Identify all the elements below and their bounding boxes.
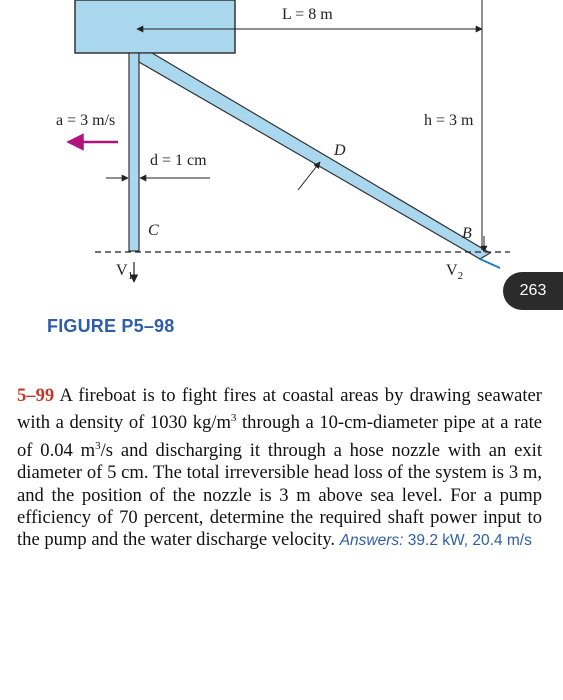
diameter-label: d = 1 cm [150, 152, 207, 169]
answers-label: Answers: [339, 532, 404, 550]
height-label: h = 3 m [424, 112, 474, 129]
figure-p5-98 [0, 0, 563, 345]
page-number-badge: 263 [503, 272, 563, 310]
flow1-label [116, 262, 133, 282]
answers-value: 39.2 kW, 20.4 m/s [407, 532, 532, 550]
problem-number: 5–99 [17, 385, 55, 406]
flow1-symbol: V [116, 262, 128, 279]
answers [340, 532, 532, 549]
section-d-arrow [298, 162, 320, 190]
problem-text-1: A fireboat is to fight fires at coastal areas by drawing seawater with a density of 1030 kg/m [17, 385, 542, 434]
vertical-pipe [129, 53, 139, 251]
flow2-symbol: V [446, 262, 458, 279]
point-b-label: B [462, 225, 472, 242]
point-d-label: D [334, 142, 346, 159]
problem-text-2: through a 10-cm-diameter pipe at a rate of 0.04 m [17, 412, 542, 461]
flow2-label [446, 262, 463, 282]
tank [75, 0, 235, 53]
point-c-label: C [148, 222, 159, 239]
velocity-label: a = 3 m/s [56, 112, 116, 129]
flow1-subscript: 1 [127, 270, 134, 283]
problem-sup-1: 3 [230, 412, 237, 425]
problem-statement [17, 385, 542, 552]
problem-text-3: /s and discharging it through a hose nozzle with an exit diameter of 5 cm. The total irreversible head loss of the system is 3 m, and the position of the nozzle is 3 m above sea level. For a pump efficiency of 70 percent, determine the required shaft power input to the pump and the water discharge velocity. [17, 439, 542, 551]
outflow-jet [480, 259, 500, 268]
problem-sup-2: 3 [95, 439, 101, 452]
figure-caption: FIGURE P5–98 [47, 316, 175, 336]
flow2-subscript: 2 [457, 270, 464, 283]
length-label: L = 8 m [282, 6, 333, 23]
figure-drawing [0, 0, 563, 345]
